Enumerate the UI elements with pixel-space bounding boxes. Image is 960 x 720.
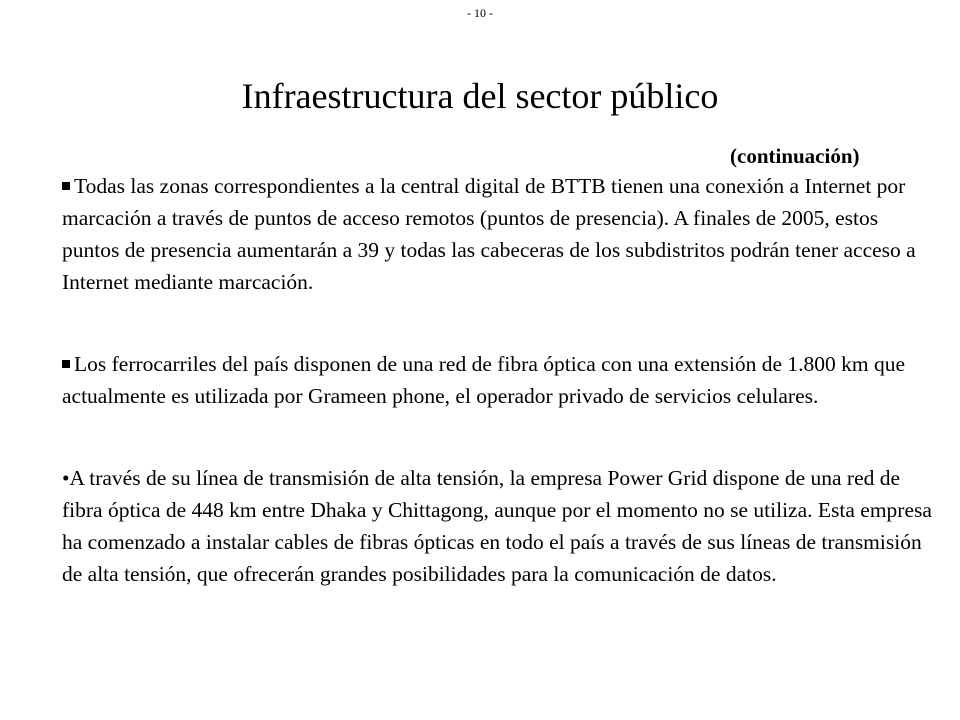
paragraph-bttb-internet — [62, 170, 932, 298]
square-bullet-icon — [62, 360, 70, 368]
paragraph-text: Todas las zonas correspondientes a la central digital de BTTB tienen una conexión a Internet por marcación a través de puntos de acceso remotos (puntos de presencia). A finales de 2005, estos puntos de presencia aumentarán a 39 y todas las cabeceras de los subdistritos podrán tener acceso a Internet mediante marcación. — [62, 174, 916, 294]
paragraph-power-grid — [62, 462, 932, 590]
paragraph-railway-fiber — [62, 348, 932, 412]
paragraph-text: A través de su línea de transmisión de alta tensión, la empresa Power Grid dispone de una red de fibra óptica de 448 km entre Dhaka y Chittagong, aunque por el momento no se utiliza. Esta empresa ha comenzado a instalar cables de fibras ópticas en todo el país a través de sus líneas de transmisión de alta tensión, que ofrecerán grandes posibilidades para la comunicación de datos. — [62, 466, 932, 586]
square-bullet-icon — [62, 182, 70, 190]
page-title: Infraestructura del sector público — [241, 76, 719, 116]
paragraph-text: Los ferrocarriles del país disponen de una red de fibra óptica con una extensión de 1.800 km que actualmente es utilizada por Grameen phone, el operador privado de servicios celulares. — [62, 352, 906, 408]
continuation-label: (continuación) — [730, 144, 860, 168]
page-number: - 10 - — [467, 6, 493, 20]
dot-bullet-icon: • — [62, 466, 70, 490]
